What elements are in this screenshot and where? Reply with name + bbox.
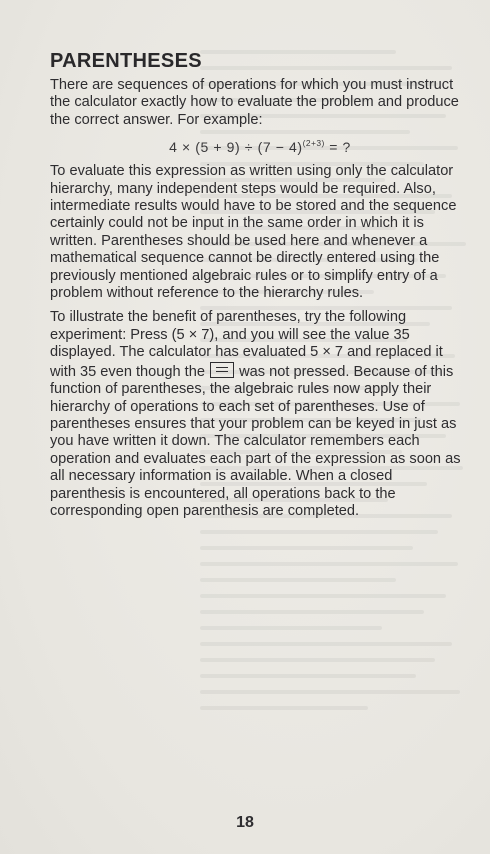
expression-base: 4 × (5 + 9) ÷ (7 − 4) [169,139,303,156]
experiment-text-part1: To illustrate the benefit of parentheses, try the following experiment: Press (5 × 7), and you will see the value 35 displayed. The calculator has evaluated 5 × 7 and replaced it with 35 even though the [50,309,443,380]
experiment-text-part2: was not pressed. Because of this function of parentheses, the algebraic rules now apply their hierarchy of operations to each set of parentheses. Use of parentheses ensures that your problem can be keyed in just as you have written it down. The calculator remembers each operation and evaluates each part of the expression as soon as all necessary information is available. When a closed parenthesis is encountered, all operations back to the corresponding open parenthesis are completed. [50,363,461,519]
section-title: PARENTHESES [50,50,202,72]
experiment-paragraph [50,309,470,520]
expression-result: = ? [324,139,351,156]
page-number: 18 [236,814,254,831]
equals-key-icon [210,362,234,378]
explanation-paragraph: To evaluate this expression as written using only the calculator hierarchy, many independent steps would be required. Also, intermediate results would have to be stored and the sequence certainly could not be input in the same order in which it is written. Parentheses should be used here and whenever a mathematical sequence cannot be directly entered using the previously mentioned algebraic rules or to simplify entry of a problem without reference to the hierarchy rules. [50,163,457,302]
intro-paragraph: There are sequences of operations for which you must instruct the calculator exactly how to evaluate the problem and produce the correct answer. For example: [50,77,459,128]
expression-exponent: (2+3) [302,138,325,149]
example-expression [50,138,470,155]
page-content [50,50,470,520]
